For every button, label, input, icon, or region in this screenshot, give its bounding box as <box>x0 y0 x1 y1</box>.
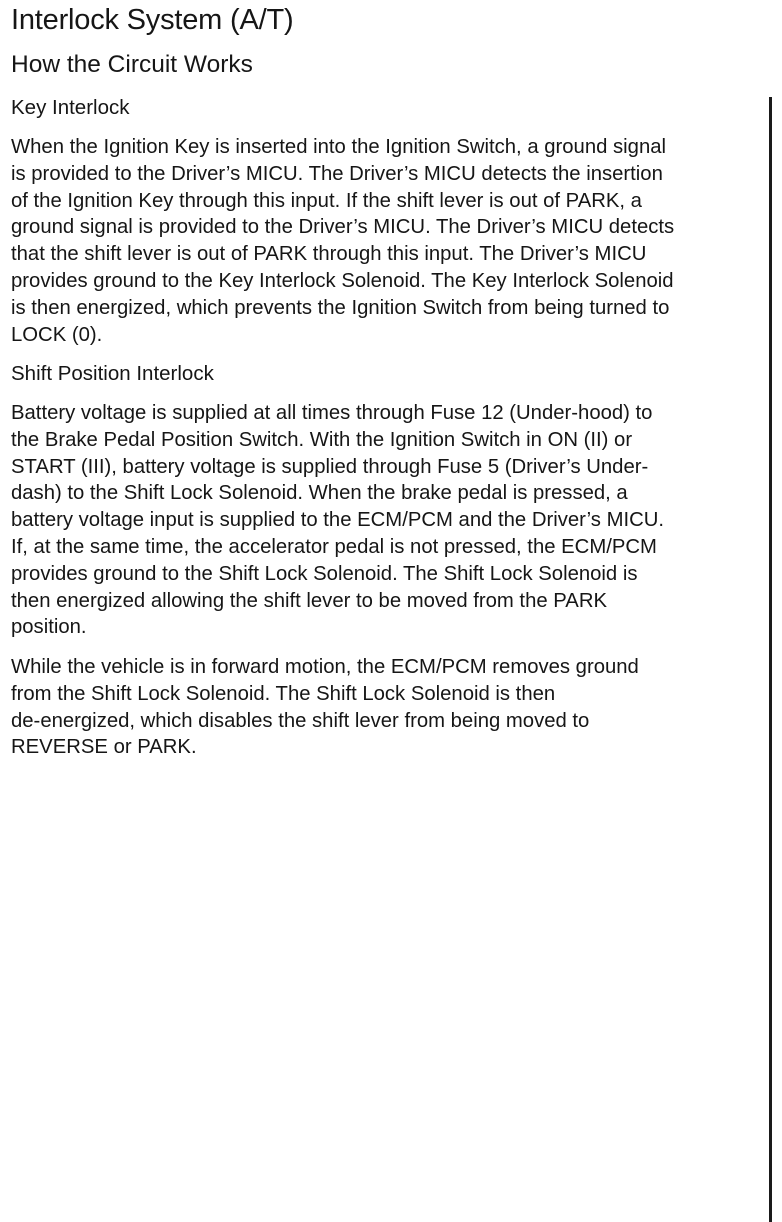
paragraph-line: the Brake Pedal Position Switch. With the Ignition Switch in ON (II) or <box>11 428 633 451</box>
paragraph-line: de-energized, which disables the shift lever from being moved to <box>11 709 590 732</box>
paragraph-line: that the shift lever is out of PARK through this input. The Driver’s MICU <box>11 243 647 266</box>
paragraph-line: provides ground to the Shift Lock Solenoid. The Shift Lock Solenoid is <box>11 562 638 585</box>
paragraph-line: of the Ignition Key through this input. If the shift lever is out of PARK, a <box>11 189 642 212</box>
paragraph-line: is provided to the Driver’s MICU. The Driver’s MICU detects the insertion <box>11 162 663 185</box>
paragraph-line: position. <box>11 616 87 639</box>
paragraph-key-interlock <box>11 134 756 348</box>
paragraph-line: LOCK (0). <box>11 323 103 346</box>
paragraph-line: dash) to the Shift Lock Solenoid. When the brake pedal is pressed, a <box>11 482 628 505</box>
page-subtitle: How the Circuit Works <box>11 51 253 78</box>
paragraph-line: If, at the same time, the accelerator pedal is not pressed, the ECM/PCM <box>11 535 657 558</box>
paragraph-line: When the Ignition Key is inserted into the Ignition Switch, a ground signal <box>11 136 667 158</box>
paragraph-line: battery voltage input is supplied to the ECM/PCM and the Driver’s MICU. <box>11 509 665 532</box>
paragraph-line: While the vehicle is in forward motion, the ECM/PCM removes ground <box>11 656 639 678</box>
paragraph-line: provides ground to the Key Interlock Solenoid. The Key Interlock Solenoid <box>11 269 674 292</box>
paragraph-forward-motion <box>11 654 756 761</box>
paragraph-line: REVERSE or PARK. <box>11 736 197 759</box>
paragraph-line: ground signal is provided to the Driver’s MICU. The Driver’s MICU detects <box>11 216 675 239</box>
paragraph-shift-position-interlock <box>11 400 756 641</box>
right-margin-rule <box>769 97 772 1222</box>
paragraph-line: then energized allowing the shift lever to be moved from the PARK <box>11 589 607 612</box>
section-heading-key-interlock: Key Interlock <box>11 96 130 119</box>
paragraph-line: from the Shift Lock Solenoid. The Shift Lock Solenoid is then <box>11 682 556 705</box>
page-title: Interlock System (A/T) <box>11 4 294 36</box>
paragraph-line: START (III), battery voltage is supplied through Fuse 5 (Driver’s Under- <box>11 455 649 478</box>
paragraph-line: is then energized, which prevents the Ignition Switch from being turned to <box>11 296 670 319</box>
paragraph-line: Battery voltage is supplied at all times through Fuse 12 (Under-hood) to <box>11 402 653 424</box>
section-heading-shift-position-interlock: Shift Position Interlock <box>11 362 214 385</box>
